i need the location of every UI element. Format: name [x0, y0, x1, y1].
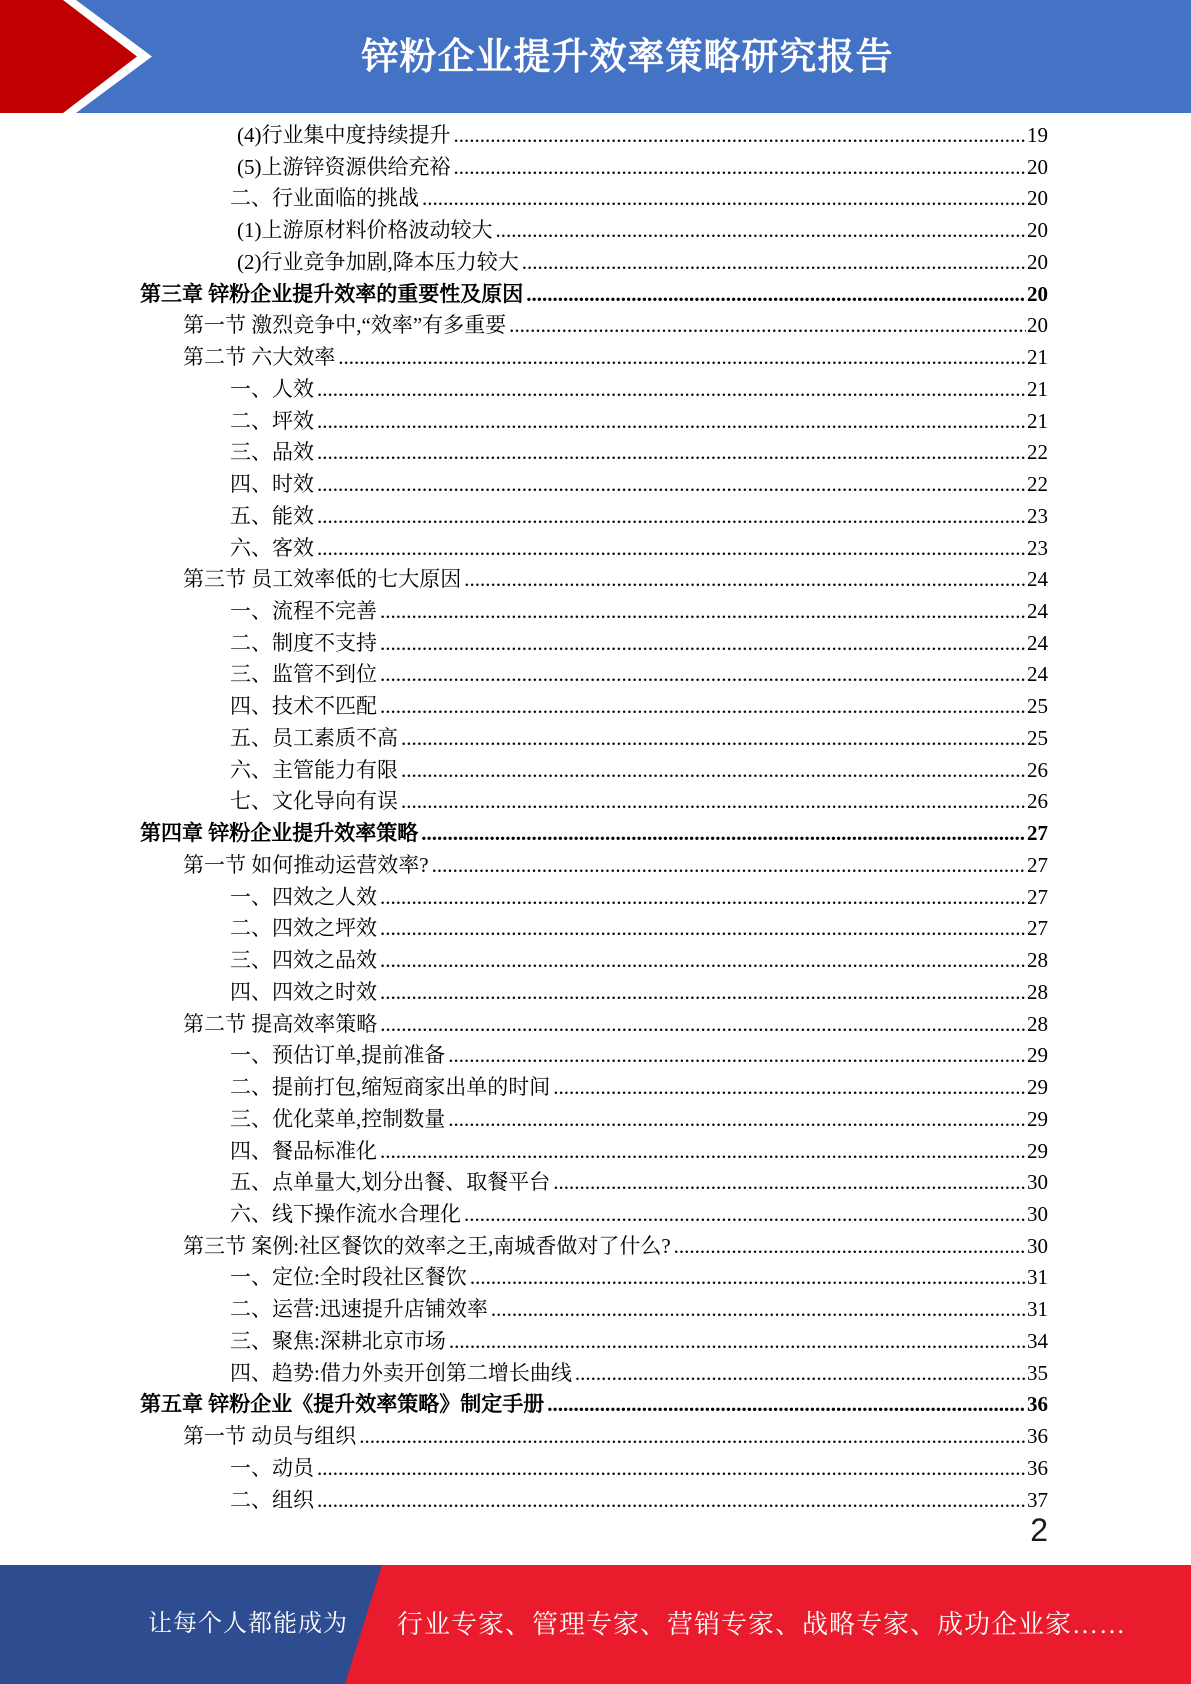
toc-entry[interactable]	[140, 850, 1048, 882]
toc-entry[interactable]	[140, 310, 1048, 342]
toc-entry-page: 34	[1027, 1328, 1048, 1353]
toc-entry-label: 二、提前打包,缩短商家出单的时间	[230, 1075, 551, 1100]
toc-entry-page: 27	[1027, 852, 1048, 877]
dot-leader	[317, 406, 1026, 438]
toc-entry-label: 一、人效	[230, 376, 314, 401]
toc-entry-label: 四、技术不匹配	[230, 694, 377, 719]
toc-entry-page: 25	[1027, 725, 1048, 750]
toc-entry[interactable]	[140, 1072, 1048, 1104]
toc-entry[interactable]	[140, 1453, 1048, 1485]
toc-entry-label: 三、优化菜单,控制数量	[230, 1106, 446, 1131]
dot-leader	[317, 533, 1026, 565]
dot-leader	[496, 215, 1027, 247]
toc-entry[interactable]	[140, 1485, 1048, 1517]
toc-entry-label: 第三节 案例:社区餐饮的效率之王,南城香做对了什么?	[183, 1233, 671, 1258]
toc-entry[interactable]	[140, 882, 1048, 914]
toc-entry-page: 20	[1027, 218, 1048, 243]
dot-leader	[380, 882, 1026, 914]
page-header	[0, 0, 1191, 113]
dot-leader	[380, 659, 1026, 691]
toc-entry-page: 27	[1027, 884, 1048, 909]
toc-entry-label: 第一节 如何推动运营效率?	[183, 852, 429, 877]
dot-leader	[380, 691, 1026, 723]
footer-slogan-left: 让每个人都能成为	[148, 1611, 348, 1637]
toc-entry[interactable]	[140, 1040, 1048, 1072]
toc-entry[interactable]	[140, 183, 1048, 215]
dot-leader	[547, 1389, 1026, 1421]
toc-entry-page: 26	[1027, 789, 1048, 814]
toc-entry-page: 25	[1027, 694, 1048, 719]
toc-entry-page: 37	[1027, 1487, 1048, 1512]
toc-entry[interactable]	[140, 1262, 1048, 1294]
toc-entry-label: 六、线下操作流水合理化	[230, 1201, 461, 1226]
toc-entry[interactable]	[140, 755, 1048, 787]
toc-entry-label: 第二节 六大效率	[183, 345, 336, 370]
toc-entry-page: 24	[1027, 567, 1048, 592]
toc-entry-label: 六、客效	[230, 535, 314, 560]
toc-entry-page: 29	[1027, 1106, 1048, 1131]
dot-leader	[575, 1358, 1026, 1390]
dot-leader	[380, 628, 1026, 660]
toc-entry-page: 31	[1027, 1265, 1048, 1290]
toc-entry-page: 23	[1027, 503, 1048, 528]
page-footer	[0, 1565, 1191, 1684]
toc-entry-page: 24	[1027, 599, 1048, 624]
toc-entry[interactable]	[140, 913, 1048, 945]
toc-entry-label: 第一节 激烈竞争中,“效率”有多重要	[183, 313, 507, 338]
dot-leader	[380, 596, 1026, 628]
toc-entry-label: 第二节 提高效率策略	[183, 1011, 378, 1036]
toc-entry-label: (5)上游锌资源供给充裕	[237, 154, 451, 179]
toc-entry-label: 二、运营:迅速提升店铺效率	[230, 1297, 488, 1322]
toc-entry-label: 四、趋势:借力外卖开创第二增长曲线	[230, 1360, 572, 1385]
toc-entry-page: 27	[1027, 916, 1048, 941]
dot-leader	[317, 501, 1026, 533]
toc-entry-page: 27	[1027, 821, 1048, 846]
toc-entry[interactable]	[140, 1009, 1048, 1041]
toc-entry[interactable]	[140, 723, 1048, 755]
toc-entry[interactable]	[140, 1421, 1048, 1453]
toc-entry-label: 二、坪效	[230, 408, 314, 433]
toc-entry-page: 20	[1027, 154, 1048, 179]
dot-leader	[380, 1009, 1026, 1041]
toc-entry-page: 21	[1027, 376, 1048, 401]
toc-entry-page: 20	[1027, 186, 1048, 211]
toc-entry-page: 21	[1027, 345, 1048, 370]
toc-entry[interactable]	[140, 691, 1048, 723]
dot-leader	[401, 755, 1026, 787]
toc-entry[interactable]	[140, 215, 1048, 247]
dot-leader	[448, 1040, 1026, 1072]
dot-leader	[464, 1199, 1026, 1231]
dot-leader	[317, 374, 1026, 406]
toc-entry-page: 36	[1027, 1392, 1048, 1417]
toc-entry-page: 36	[1027, 1455, 1048, 1480]
toc-entry-label: 一、四效之人效	[230, 884, 377, 909]
toc-entry-label: 三、品效	[230, 440, 314, 465]
toc-entry-page: 20	[1027, 281, 1048, 306]
toc-entry-label: (2)行业竞争加剧,降本压力较大	[237, 249, 519, 274]
toc-entry-page: 29	[1027, 1075, 1048, 1100]
dot-leader	[317, 469, 1026, 501]
toc-entry-page: 26	[1027, 757, 1048, 782]
toc-entry[interactable]	[140, 1167, 1048, 1199]
toc-entry-label: 一、动员	[230, 1455, 314, 1480]
toc-entry-label: 四、时效	[230, 472, 314, 497]
dot-leader	[380, 1136, 1026, 1168]
toc-entry-label: 二、组织	[230, 1487, 314, 1512]
toc-entry-page: 28	[1027, 1011, 1048, 1036]
toc-entry[interactable]	[140, 628, 1048, 660]
toc-entry-label: 三、监管不到位	[230, 662, 377, 687]
toc-entry-page: 21	[1027, 408, 1048, 433]
toc-entry-label: 四、餐品标准化	[230, 1138, 377, 1163]
dot-leader	[422, 183, 1026, 215]
toc-entry-label: (4)行业集中度持续提升	[237, 123, 451, 147]
toc-entry[interactable]	[140, 818, 1048, 850]
toc-entry-label: 七、文化导向有误	[230, 789, 398, 814]
page-number: 2	[1030, 1512, 1048, 1548]
dot-leader	[421, 818, 1026, 850]
dot-leader	[317, 1453, 1026, 1485]
toc-entry[interactable]	[140, 374, 1048, 406]
dot-leader	[553, 1167, 1026, 1199]
toc-entry-label: 第三章 锌粉企业提升效率的重要性及原因	[140, 281, 524, 306]
toc-entry-page: 29	[1027, 1043, 1048, 1068]
dot-leader	[317, 437, 1026, 469]
toc-entry-page: 29	[1027, 1138, 1048, 1163]
toc-entry[interactable]	[140, 406, 1048, 438]
toc-entry[interactable]	[140, 1231, 1048, 1263]
toc-entry-label: 二、制度不支持	[230, 630, 377, 655]
toc-entry[interactable]	[140, 1389, 1048, 1421]
dot-leader	[449, 1326, 1026, 1358]
toc-entry-label: 第三节 员工效率低的七大原因	[183, 567, 462, 592]
toc-entry[interactable]	[140, 1358, 1048, 1390]
dot-leader	[338, 342, 1026, 374]
dot-leader	[464, 564, 1026, 596]
toc-entry[interactable]	[140, 1136, 1048, 1168]
toc-entry-page: 22	[1027, 440, 1048, 465]
toc-entry[interactable]	[140, 1294, 1048, 1326]
toc-entry-page: 28	[1027, 948, 1048, 973]
dot-leader	[359, 1421, 1026, 1453]
dot-leader	[380, 913, 1026, 945]
toc-entry-label: (1)上游原材料价格波动较大	[237, 218, 493, 243]
toc-entry[interactable]	[140, 120, 1048, 152]
toc-entry-page: 22	[1027, 472, 1048, 497]
dot-leader	[470, 1262, 1026, 1294]
dot-leader	[454, 120, 1027, 152]
dot-leader	[522, 247, 1026, 279]
dot-leader	[454, 152, 1027, 184]
toc-entry-page: 20	[1027, 313, 1048, 338]
toc-entry-label: 第一节 动员与组织	[183, 1424, 357, 1449]
toc-entry[interactable]	[140, 786, 1048, 818]
dot-leader	[432, 850, 1026, 882]
dot-leader	[509, 310, 1026, 342]
toc-entry-page: 31	[1027, 1297, 1048, 1322]
toc-entry[interactable]	[140, 1326, 1048, 1358]
dot-leader	[380, 977, 1026, 1009]
toc-entry[interactable]	[140, 247, 1048, 279]
toc-entry-label: 六、主管能力有限	[230, 757, 398, 782]
toc-entry-page: 36	[1027, 1424, 1048, 1449]
toc-entry[interactable]	[140, 1104, 1048, 1136]
dot-leader	[401, 786, 1026, 818]
toc-entry-label: 三、四效之品效	[230, 948, 377, 973]
toc-entry-page: 30	[1027, 1201, 1048, 1226]
toc-entry-label: 第五章 锌粉企业《提升效率策略》制定手册	[140, 1392, 545, 1417]
toc-entry-label: 一、流程不完善	[230, 599, 377, 624]
toc-entry-label: 四、四效之时效	[230, 979, 377, 1004]
toc-entry-label: 第四章 锌粉企业提升效率策略	[140, 821, 419, 846]
toc-entry-page: 24	[1027, 630, 1048, 655]
toc-entry-page: 24	[1027, 662, 1048, 687]
toc-entry[interactable]	[140, 501, 1048, 533]
toc-entry[interactable]	[140, 533, 1048, 565]
dot-leader	[491, 1294, 1026, 1326]
dot-leader	[674, 1231, 1026, 1263]
dot-leader	[380, 945, 1026, 977]
toc-entry-label: 三、聚焦:深耕北京市场	[230, 1328, 446, 1353]
toc-entry[interactable]	[140, 152, 1048, 184]
toc-entry-page: 19	[1027, 123, 1048, 147]
toc-entry[interactable]	[140, 564, 1048, 596]
toc-entry[interactable]	[140, 342, 1048, 374]
toc-entry[interactable]	[140, 1199, 1048, 1231]
toc-entry-label: 五、能效	[230, 503, 314, 528]
toc-list	[140, 120, 1048, 1516]
dot-leader	[553, 1072, 1026, 1104]
toc-entry-page: 30	[1027, 1233, 1048, 1258]
toc-entry[interactable]	[140, 977, 1048, 1009]
toc-entry[interactable]	[140, 945, 1048, 977]
toc-entry[interactable]	[140, 279, 1048, 311]
toc-entry-label: 一、定位:全时段社区餐饮	[230, 1265, 467, 1290]
report-title: 锌粉企业提升效率策略研究报告	[361, 36, 894, 77]
toc-entry-page: 23	[1027, 535, 1048, 560]
footer-slogan-right: 行业专家、管理专家、营销专家、战略专家、成功企业家……	[397, 1610, 1127, 1639]
toc-entry[interactable]	[140, 437, 1048, 469]
toc-entry-page: 30	[1027, 1170, 1048, 1195]
toc-entry-label: 二、四效之坪效	[230, 916, 377, 941]
toc-entry[interactable]	[140, 469, 1048, 501]
toc-entry-page: 20	[1027, 249, 1048, 274]
toc-entry-page: 35	[1027, 1360, 1048, 1385]
toc-entry[interactable]	[140, 659, 1048, 691]
toc-entry-page: 28	[1027, 979, 1048, 1004]
toc-entry[interactable]	[140, 596, 1048, 628]
toc-entry-label: 五、员工素质不高	[230, 725, 398, 750]
dot-leader	[448, 1104, 1026, 1136]
toc-entry-label: 一、预估订单,提前准备	[230, 1043, 446, 1068]
dot-leader	[401, 723, 1026, 755]
dot-leader	[526, 279, 1026, 311]
toc-entry-label: 二、行业面临的挑战	[230, 186, 419, 211]
dot-leader	[317, 1485, 1026, 1517]
toc-entry-label: 五、点单量大,划分出餐、取餐平台	[230, 1170, 551, 1195]
